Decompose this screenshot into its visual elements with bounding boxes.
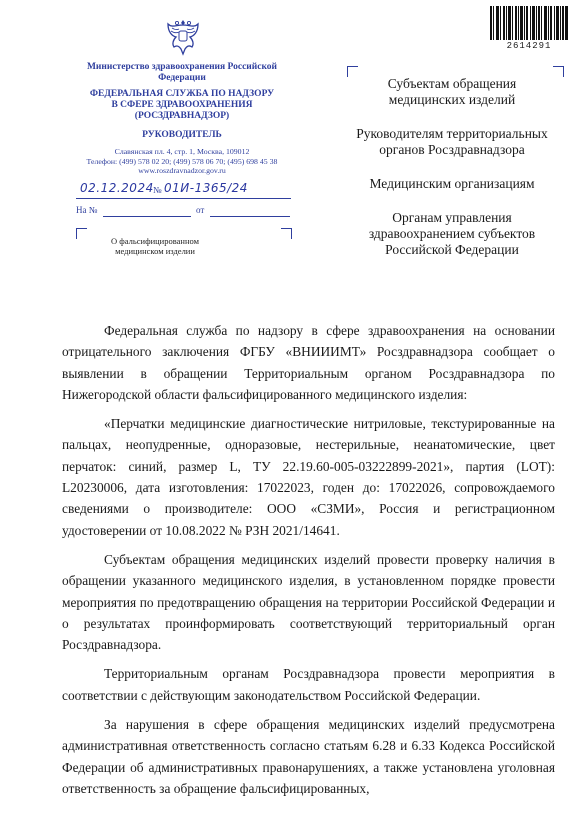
- addressee-4: Органам управления здравоохранением субъектов Российской Федерации: [368, 210, 536, 257]
- registration-number: 01И-1365/24: [164, 181, 248, 195]
- registration-date: 02.12.2024: [80, 181, 154, 195]
- body-paragraph-2: «Перчатки медицинские диагностические нитриловые, текстурированные на пальцах, неопудренные, одноразовые, нестерильные, неанатомические, цвет перчаток: синий, размер L, ТУ 22.19.60-005-03222899-2021», партия (LOT): L20230006, дата изготовления: 17022023, годен до: 17022026, сопровождаемого сведениями о производителе: ООО «СЗМИ», Россия и регистрационном удостоверении от 10.08.2022 № РЗН 2021/14641.: [62, 416, 555, 538]
- body-paragraph-1: Федеральная служба по надзору в сфере здравоохранения на основании отрицательного заключения ФГБУ «ВНИИИМТ» Росздравнадзора сообщает о выявлении в обращении Территориальным органом Росздравнадзора по Нижегородской области фальсифицированного медицинского изделия:: [62, 323, 555, 402]
- reference-no-line: [103, 216, 191, 217]
- service-name: [62, 89, 302, 122]
- barcode-icon: [490, 6, 568, 40]
- website-link[interactable]: www.roszdravnadzor.gov.ru: [138, 166, 226, 175]
- reference-no-label: На №: [76, 205, 98, 215]
- body-paragraph-4: Территориальным органам Росздравнадзора провести мероприятия в соответствии с действующим законодательством Российской Федерации.: [62, 666, 555, 703]
- addressee-1: Субъектам обращения медицинских изделий: [387, 76, 517, 107]
- addressee-block: [352, 76, 552, 258]
- body-paragraph-5: За нарушения в сфере обращения медицинских изделий предусмотрена административная ответственность согласно статьям 6.28 и 6.33 Кодекса Российской Федерации об административных правонарушениях, а также установлена уголовная ответственность за обращение фальсифицированных,: [62, 717, 555, 796]
- head-title: РУКОВОДИТЕЛЬ: [142, 130, 222, 140]
- contacts-block: [62, 147, 302, 176]
- addressee-corner-right: [553, 66, 564, 77]
- addressee-3: Медицинским организациям: [369, 176, 535, 191]
- letter-body: [62, 320, 555, 807]
- service-line-2: В СФЕРЕ ЗДРАВООХРАНЕНИЯ: [111, 100, 253, 110]
- subject-corner-right: [281, 228, 292, 239]
- body-paragraph-3: Субъектам обращения медицинских изделий провести проверку наличия в обращении указанного медицинского изделия, в установленном порядке провести мероприятия по предотвращению обращения на территории Российской Федерации и о результатах проинформировать соответствующий территориальный орган Росздравнадзора.: [62, 551, 555, 653]
- coat-of-arms-icon: [164, 16, 202, 58]
- addressee-2: Руководителям территориальных органов Росздравнадзора: [356, 126, 548, 157]
- subject-corner-left: [76, 228, 87, 239]
- address: Славянская пл. 4, стр. 1, Москва, 109012: [114, 147, 250, 156]
- reference-date-label: от: [196, 205, 205, 215]
- registration-underline: [76, 198, 291, 199]
- ministry-name: Министерство здравоохранения Российской Федерации: [86, 62, 278, 83]
- barcode-number: 2614291: [506, 41, 552, 51]
- service-line-3: (РОСЗДРАВНАДЗОР): [134, 111, 230, 121]
- service-line-1: ФЕДЕРАЛЬНАЯ СЛУЖБА ПО НАДЗОРУ: [89, 89, 275, 99]
- phones: Телефон: (499) 578 02 20; (499) 578 06 70; (495) 698 45 38: [86, 156, 278, 166]
- registration-no-label: №: [153, 185, 162, 195]
- letter-subject: О фальсифицированном медицинском изделии: [111, 236, 199, 256]
- reference-date-line: [210, 216, 290, 217]
